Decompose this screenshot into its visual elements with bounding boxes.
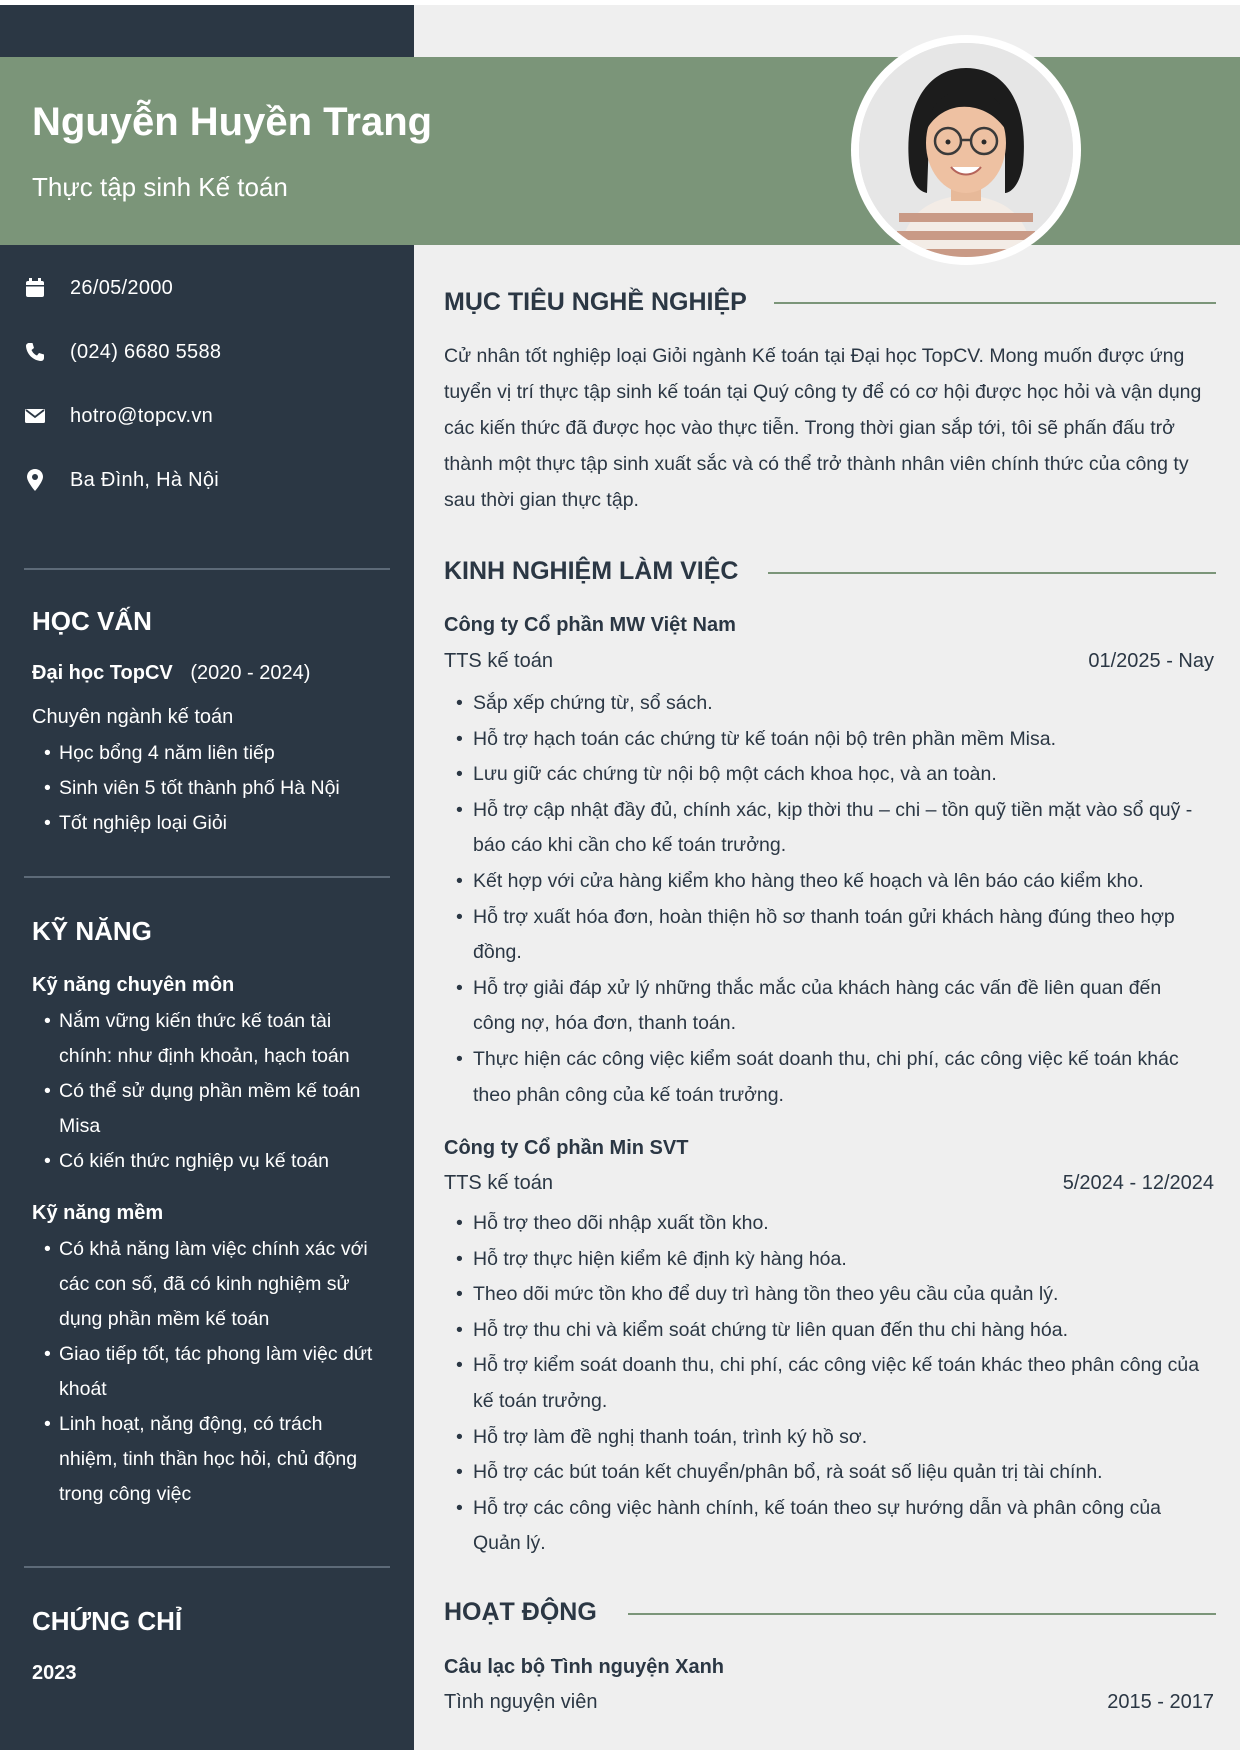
profile-photo (851, 35, 1081, 265)
certificates-heading: CHỨNG CHỈ (32, 1606, 183, 1636)
education-major: Chuyên ngành kế toán (32, 706, 234, 728)
list-item: • Có kiến thức nghiệp vụ kế toán (44, 1144, 384, 1179)
objective-heading: MỤC TIÊU NGHỀ NGHIỆP (444, 288, 747, 316)
list-item: • Hỗ trợ giải đáp xử lý những thắc mắc của khách hàng các vấn đề liên quan đến công nợ, hóa đơn, thanh toán. (456, 971, 1202, 1042)
activity-org: Câu lạc bộ Tình nguyện Xanh (444, 1656, 725, 1678)
objective-text: Cử nhân tốt nghiệp loại Giỏi ngành Kế toán tại Đại học TopCV. Mong muốn được ứng tuyển vị trí thực tập sinh kế toán tại Quý công ty để có cơ hội được học hỏi và vận dụng các kiến thức đã được học vào thực tiễn. Trong thời gian sắp tới, tôi sẽ phấn đấu trở thành một thực tập sinh xuất sắc và có thể trở thành nhân viên chính thức của công ty sau thời gian thực tập. (444, 345, 1202, 511)
hard-skills-title: Kỹ năng chuyên môn (32, 974, 235, 996)
company-name: Công ty Cổ phần MW Việt Nam (444, 614, 736, 636)
portrait-illustration (859, 43, 1073, 257)
list-item: • Sắp xếp chứng từ, sổ sách. (456, 686, 1202, 722)
hard-skills-list (44, 1004, 384, 1179)
list-item: • Thực hiện các công việc kiểm soát doanh thu, chi phí, các công việc kế toán khác theo phân công của kế toán trưởng. (456, 1042, 1202, 1113)
list-item: • Hỗ trợ kiểm soát doanh thu, chi phí, các công việc kế toán khác theo phân công của kế toán trưởng. (456, 1348, 1202, 1419)
soft-skills-list (44, 1232, 384, 1512)
list-item: • Hỗ trợ theo dõi nhập xuất tồn kho. (456, 1206, 1202, 1242)
list-item: • Linh hoạt, năng động, có trách nhiệm, tinh thần học hỏi, chủ động trong công việc (44, 1407, 384, 1512)
activity-role: Tình nguyện viên (444, 1691, 598, 1713)
divider (24, 568, 390, 570)
heading-rule (774, 302, 1216, 304)
heading-rule (628, 1613, 1216, 1615)
list-item: • Tốt nghiệp loại Giỏi (44, 806, 384, 841)
location-icon (24, 469, 46, 491)
candidate-name: Nguyễn Huyền Trang (32, 100, 433, 144)
contact-birthday: 26/05/2000 (24, 274, 173, 302)
list-item: • Hỗ trợ thu chi và kiểm soát chứng từ liên quan đến thu chi hàng hóa. (456, 1313, 1202, 1349)
phone-icon (24, 341, 46, 363)
job-duties (456, 686, 1202, 1113)
email-icon (24, 405, 46, 427)
list-item: • Sinh viên 5 tốt thành phố Hà Nội (44, 771, 384, 806)
list-item: • Hỗ trợ các công việc hành chính, kế toán theo sự hướng dẫn và phân công của Quản lý. (456, 1491, 1202, 1562)
list-item: • Hỗ trợ các bút toán kết chuyển/phân bổ, rà soát số liệu quản trị tài chính. (456, 1455, 1202, 1491)
soft-skills-title: Kỹ năng mềm (32, 1202, 164, 1224)
activity-period: 2015 - 2017 (1107, 1691, 1214, 1713)
school-name: Đại học TopCV (32, 662, 173, 684)
list-item: • Hỗ trợ làm đề nghị thanh toán, trình ký hồ sơ. (456, 1420, 1202, 1456)
list-item: • Hỗ trợ hạch toán các chứng từ kế toán nội bộ trên phần mềm Misa. (456, 722, 1202, 758)
heading-rule (768, 572, 1216, 574)
list-item: • Hỗ trợ thực hiện kiểm kê định kỳ hàng hóa. (456, 1242, 1202, 1278)
job-meta (444, 650, 1214, 680)
list-item: • Kết hợp với cửa hàng kiểm kho hàng theo kế hoạch và lên báo cáo kiểm kho. (456, 864, 1202, 900)
list-item: • Nắm vững kiến thức kế toán tài chính: như định khoản, hạch toán (44, 1004, 384, 1074)
job-meta (444, 1172, 1214, 1202)
education-period: (2020 - 2024) (190, 662, 311, 684)
list-item: • Có thể sử dụng phần mềm kế toán Misa (44, 1074, 384, 1144)
job-position: TTS kế toán (444, 1172, 553, 1194)
list-item: • Giao tiếp tốt, tác phong làm việc dứt khoát (44, 1337, 384, 1407)
list-item: • Có khả năng làm việc chính xác với các con số, đã có kinh nghiệm sử dụng phần mềm kế toán (44, 1232, 384, 1337)
calendar-icon (24, 277, 46, 299)
job-period: 5/2024 - 12/2024 (1062, 1172, 1214, 1194)
education-school (32, 662, 310, 685)
experience-heading: KINH NGHIỆM LÀM VIỆC (444, 557, 739, 585)
activity-meta (444, 1691, 1214, 1721)
education-list (44, 736, 384, 841)
divider (24, 876, 390, 878)
list-item: • Lưu giữ các chứng từ nội bộ một cách khoa học, và an toàn. (456, 757, 1202, 793)
list-item: • Học bổng 4 năm liên tiếp (44, 736, 384, 771)
job-position: TTS kế toán (444, 650, 553, 672)
job-duties (456, 1206, 1202, 1562)
activities-heading: HOẠT ĐỘNG (444, 1598, 597, 1626)
education-heading: HỌC VẤN (32, 606, 152, 636)
contact-address: Ba Đình, Hà Nội (24, 466, 219, 494)
list-item: • Hỗ trợ cập nhật đầy đủ, chính xác, kịp thời thu – chi – tồn quỹ tiền mặt vào sổ quỹ - báo cáo khi cần cho kế toán trưởng. (456, 793, 1202, 864)
job-period: 01/2025 - Nay (1088, 650, 1214, 672)
contact-email: hotro@topcv.vn (24, 402, 213, 430)
list-item: • Theo dõi mức tồn kho để duy trì hàng tồn theo yêu cầu của quản lý. (456, 1277, 1202, 1313)
job-title: Thực tập sinh Kế toán (32, 172, 288, 202)
list-item: • Hỗ trợ xuất hóa đơn, hoàn thiện hồ sơ thanh toán gửi khách hàng đúng theo hợp đồng. (456, 900, 1202, 971)
certificate-year: 2023 (32, 1662, 77, 1684)
skills-heading: KỸ NĂNG (32, 916, 152, 946)
divider (24, 1566, 390, 1568)
company-name: Công ty Cổ phần Min SVT (444, 1137, 689, 1159)
contact-phone: (024) 6680 5588 (24, 338, 221, 366)
